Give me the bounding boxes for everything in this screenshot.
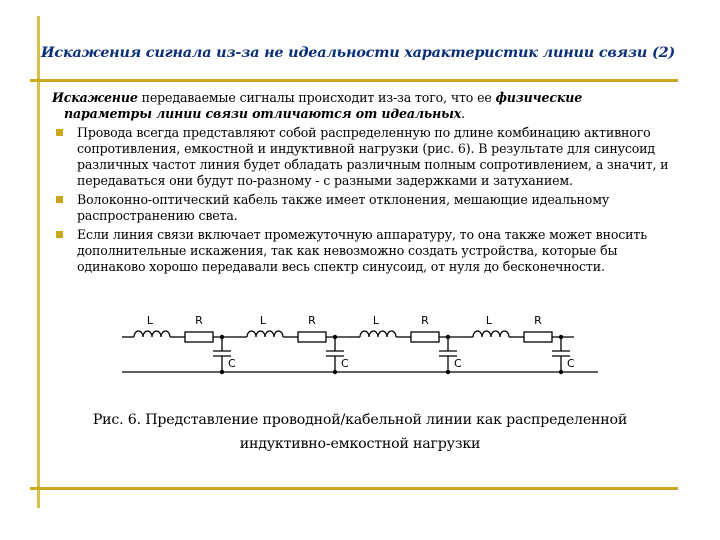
bullet-square-icon (56, 231, 63, 238)
bullet-item (52, 125, 674, 189)
intro-emphasis-2: параметры линии связи отличаются от идеальных (64, 106, 462, 121)
capacitor-label: C (567, 357, 575, 370)
intro-text: передаваемые сигналы происходит из-за того, что ее (137, 90, 496, 105)
inductor-label: L (485, 314, 493, 327)
caption-line-2: индуктивно-емкостной нагрузки (239, 436, 481, 452)
capacitor-label: C (454, 357, 462, 370)
resistor-label: R (534, 314, 542, 327)
caption-line-1: Рис. 6. Представление проводной/кабельной линии как распределенной (92, 412, 628, 428)
capacitor-label: C (341, 357, 349, 370)
lc-circuit-diagram (100, 300, 620, 390)
inductor-label: L (259, 314, 267, 327)
bullet-item (52, 192, 674, 224)
junction-dot (333, 370, 337, 374)
inductor-coil (134, 331, 170, 337)
resistor (411, 332, 439, 342)
bullet-square-icon (56, 196, 63, 203)
resistor (524, 332, 552, 342)
inductor-coil (247, 331, 283, 337)
inductor-coil (360, 331, 396, 337)
inductor-label: L (146, 314, 154, 327)
title-divider (30, 79, 678, 82)
inductor-coil (473, 331, 509, 337)
footer-divider (30, 487, 678, 490)
bullet-text: Волоконно-оптический кабель также имеет отклонения, мешающие идеальному распространению света. (77, 192, 610, 223)
slide-body (52, 90, 674, 278)
resistor (185, 332, 213, 342)
junction-dot (220, 370, 224, 374)
intro-lead: Искажение (52, 90, 138, 105)
capacitor-label: C (228, 357, 236, 370)
intro-paragraph (52, 90, 674, 122)
bullet-square-icon (56, 129, 63, 136)
junction-dot (446, 370, 450, 374)
bullet-item (52, 227, 674, 275)
resistor (298, 332, 326, 342)
vertical-rule (37, 16, 40, 508)
inductor-label: L (372, 314, 380, 327)
bullet-text: Провода всегда представляют собой распределенную по длине комбинацию активного сопротивления, емкостной и индуктивной нагрузки (рис. 6). В результате для синусоид различных частот линия будет обладать различным полным сопротивлением, а значит, и передаваться они будут по-разному - с разными задержками и затуханием. (77, 125, 669, 188)
intro-emphasis-1: физические (495, 90, 583, 105)
junction-dot (559, 370, 563, 374)
figure-caption (60, 408, 660, 456)
resistor-label: R (308, 314, 316, 327)
resistor-label: R (195, 314, 203, 327)
resistor-label: R (421, 314, 429, 327)
intro-end: . (461, 106, 466, 121)
bullet-text: Если линия связи включает промежуточную аппаратуру, то она также может вносить дополнительные искажения, так как невозможно создать устройства, которые бы одинаково хорошо передавали весь спектр синусоид, от нуля до бесконечности. (77, 227, 647, 274)
slide-title: Искажения сигнала из-за не идеальности характеристик линии связи (2) (41, 44, 676, 61)
